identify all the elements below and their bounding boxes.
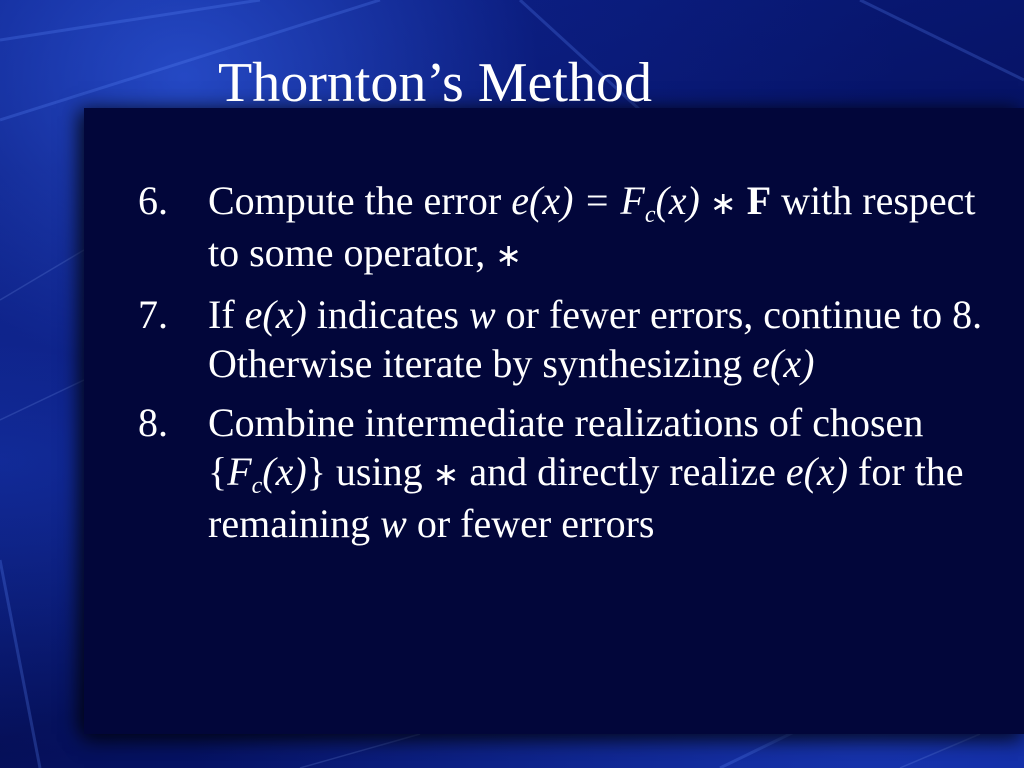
- list-item-6: [138, 176, 1008, 280]
- item-number: 7.: [138, 292, 168, 337]
- operator-symbol: ∗: [709, 184, 737, 222]
- list-item-7: [138, 290, 1008, 388]
- item-text: Compute the error $e(x) = F_c(x)$ ∗ F with respect to some operator, ∗: [208, 178, 976, 275]
- item-number: 8.: [138, 400, 168, 445]
- item-number: 6.: [138, 178, 168, 223]
- numbered-list: [138, 176, 1008, 558]
- item-text: If e(x) indicates w or fewer errors, continue to 8. Otherwise iterate by synthesizing e(x): [208, 292, 983, 386]
- list-item-8: [138, 398, 1008, 548]
- item-text: Combine intermediate realizations of chosen $\{F_c(x)\}$ using ∗ and directly realize e(x) for the remaining w or fewer errors: [208, 400, 964, 546]
- operator-symbol: ∗: [495, 236, 523, 274]
- slide-title: Thornton’s Method: [218, 52, 652, 114]
- operator-symbol: ∗: [432, 455, 460, 493]
